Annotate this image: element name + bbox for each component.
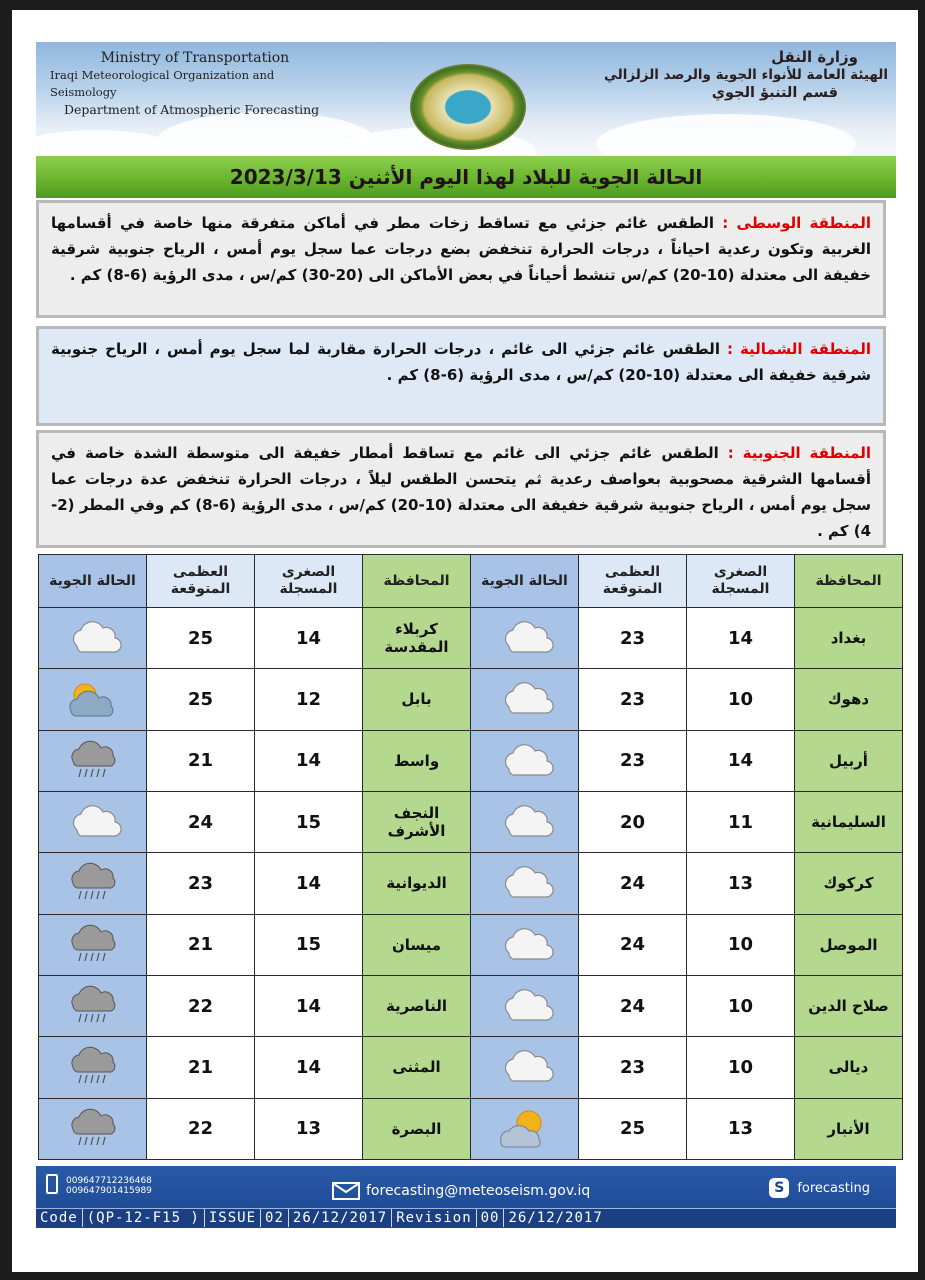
rain-cloud-icon (39, 861, 146, 905)
header-condition: الحالة الجوية (471, 555, 579, 608)
province-cell: واسط (363, 730, 471, 791)
email-contact (332, 1182, 590, 1200)
region-label: المنطقة الجنوبية : (727, 444, 871, 462)
revision-date: 26/12/2017 (508, 1210, 603, 1226)
organization-name-ar: الهيئة العامة للأنواء الجوية والرصد الزلزالي (603, 67, 888, 83)
province-cell: كربلاء المقدسة (363, 608, 471, 669)
province-cell: كركوك (795, 853, 903, 914)
min-temp-cell: 13 (687, 1098, 795, 1159)
max-temp-cell: 24 (147, 791, 255, 852)
header-province: المحافظة (363, 555, 471, 608)
phone-numbers (66, 1176, 152, 1196)
condition-cell (471, 1098, 579, 1159)
partly-cloudy-icon (471, 984, 578, 1028)
min-temp-cell: 13 (687, 853, 795, 914)
table-row (39, 1098, 903, 1159)
region-text: الطقس غائم جزئي مع تساقط زخات مطر في أماكن متفرقة منها خاصة في أقسامها الغربية وتكون رعدية احياناً ، درجات الحرارة تنخفض بضع درجات عما سجل يوم أمس ، الرياح جنوبية شرقية خفيفة الى معتدلة (10-20) كم/س تنشط أحياناً في بعض الأماكن الى (20-30) كم/س ، مدى الرؤية (6-8) كم . (51, 214, 871, 284)
ministry-name-ar: وزارة النقل (771, 48, 858, 66)
table-row (39, 730, 903, 791)
condition-cell (471, 975, 579, 1036)
page-title: الحالة الجوية للبلاد لهذا اليوم الأثنين 2023/3/13 (229, 165, 703, 189)
min-temp-cell: 14 (687, 730, 795, 791)
province-cell: دهوك (795, 669, 903, 730)
rain-cloud-icon (39, 1045, 146, 1089)
organization-name-en: Iraqi Meteorological Organization and Seismology (50, 68, 275, 99)
max-temp-cell: 25 (147, 608, 255, 669)
max-temp-cell: 23 (579, 669, 687, 730)
condition-cell (39, 1037, 147, 1098)
phone-icon (46, 1174, 58, 1194)
phone-number: 009647712236468 (66, 1176, 152, 1186)
table-row (39, 669, 903, 730)
envelope-icon (332, 1182, 360, 1200)
condition-cell (39, 975, 147, 1036)
header-min: الصغرى المسجلة (255, 555, 363, 608)
english-header (50, 50, 340, 118)
max-temp-cell: 22 (147, 975, 255, 1036)
partly-cloudy-icon (471, 677, 578, 721)
condition-cell (471, 853, 579, 914)
document-code-bar (36, 1208, 896, 1227)
min-temp-cell: 14 (255, 975, 363, 1036)
province-cell: أربيل (795, 730, 903, 791)
condition-cell (39, 1098, 147, 1159)
partly-cloudy-icon (471, 616, 578, 660)
max-temp-cell: 21 (147, 914, 255, 975)
province-cell: الموصل (795, 914, 903, 975)
max-temp-cell: 23 (579, 608, 687, 669)
department-name-en: Department of Atmospheric Forecasting (64, 102, 320, 117)
region-text: الطقس غائم جزئي الى غائم مع تساقط أمطار خفيفة الى متوسطة الشدة خاصة في أقسامها الشرقية مصحوبية بعواصف رعدية ثم يتحسن الطقس ليلاً ، درجات الحرارة تنخفض عدة درجات عما سجل يوم أمس ، الرياح جنوبية شرقية خفيفة الى معتدلة (10-20) كم/س ، مدى الرؤية (6-8) كم وفي المطر (2-4) كم . (51, 444, 871, 540)
min-temp-cell: 10 (687, 669, 795, 730)
footer (36, 1166, 896, 1228)
min-temp-cell: 15 (255, 791, 363, 852)
forecast-table (38, 554, 903, 1160)
max-temp-cell: 22 (147, 1098, 255, 1159)
organization-logo (410, 64, 526, 150)
province-cell: البصرة (363, 1098, 471, 1159)
condition-cell (471, 914, 579, 975)
cloudy-icon (39, 616, 146, 660)
skype-id[interactable]: forecasting (797, 1180, 870, 1196)
max-temp-cell: 23 (579, 730, 687, 791)
max-temp-cell: 24 (579, 853, 687, 914)
header-min: الصغرى المسجلة (687, 555, 795, 608)
province-cell: الناصرية (363, 975, 471, 1036)
partly-cloudy-icon (471, 739, 578, 783)
min-temp-cell: 14 (255, 608, 363, 669)
condition-cell (39, 669, 147, 730)
skype-contact (769, 1178, 870, 1198)
code-value: (QP-12-F15 ) (83, 1209, 205, 1227)
max-temp-cell: 25 (579, 1098, 687, 1159)
condition-cell (471, 669, 579, 730)
ministry-name-en: Ministry of Transportation (100, 50, 290, 66)
condition-cell (39, 608, 147, 669)
region-south (36, 430, 886, 548)
sunny-cloudy-icon (471, 1107, 578, 1151)
condition-cell (471, 608, 579, 669)
email-address[interactable]: forecasting@meteoseism.gov.iq (366, 1183, 591, 1199)
min-temp-cell: 14 (255, 853, 363, 914)
condition-cell (39, 791, 147, 852)
department-name-ar: قسم التنبؤ الجوي (711, 85, 838, 101)
header-condition: الحالة الجوية (39, 555, 147, 608)
min-temp-cell: 11 (687, 791, 795, 852)
region-text: الطقس غائم جزئي الى غائم ، درجات الحرارة مقاربة لما سجل يوم أمس ، الرياح جنوبية شرقية خفيفة الى معتدلة (10-20) كم/س ، مدى الرؤية (6-8) كم . (51, 340, 871, 384)
rain-cloud-icon (39, 923, 146, 967)
region-central (36, 200, 886, 318)
condition-cell (39, 730, 147, 791)
cloudy-icon (39, 800, 146, 844)
header-province: المحافظة (795, 555, 903, 608)
arabic-header (588, 48, 888, 102)
partly-cloudy-icon (471, 861, 578, 905)
partly-cloudy-icon (471, 1045, 578, 1089)
region-label: المنطقة الشمالية : (726, 340, 871, 358)
sun-cloud-icon (39, 677, 146, 721)
skype-icon: S (769, 1178, 789, 1198)
min-temp-cell: 10 (687, 975, 795, 1036)
province-cell: بغداد (795, 608, 903, 669)
min-temp-cell: 10 (687, 1037, 795, 1098)
table-row (39, 975, 903, 1036)
issue-date: 26/12/2017 (289, 1209, 392, 1227)
condition-cell (471, 1037, 579, 1098)
min-temp-cell: 12 (255, 669, 363, 730)
table-row (39, 1037, 903, 1098)
revision-label: Revision (392, 1209, 476, 1227)
title-bar (36, 156, 896, 198)
max-temp-cell: 25 (147, 669, 255, 730)
table-row (39, 853, 903, 914)
condition-cell (471, 791, 579, 852)
condition-cell (471, 730, 579, 791)
max-temp-cell: 24 (579, 975, 687, 1036)
min-temp-cell: 13 (255, 1098, 363, 1159)
min-temp-cell: 14 (687, 608, 795, 669)
province-cell: الديوانية (363, 853, 471, 914)
province-cell: الأنبار (795, 1098, 903, 1159)
max-temp-cell: 20 (579, 791, 687, 852)
province-cell: المثنى (363, 1037, 471, 1098)
region-north (36, 326, 886, 426)
header-max: العظمى المتوقعة (579, 555, 687, 608)
table-row (39, 914, 903, 975)
rain-cloud-icon (39, 739, 146, 783)
header-banner (36, 42, 896, 156)
min-temp-cell: 15 (255, 914, 363, 975)
table-row (39, 791, 903, 852)
max-temp-cell: 21 (147, 730, 255, 791)
partly-cloudy-icon (471, 923, 578, 967)
condition-cell (39, 853, 147, 914)
phone-number: 009647901415989 (66, 1186, 152, 1196)
province-cell: النجف الأشرف (363, 791, 471, 852)
min-temp-cell: 14 (255, 1037, 363, 1098)
partly-cloudy-icon (471, 800, 578, 844)
min-temp-cell: 10 (687, 914, 795, 975)
region-label: المنطقة الوسطى : (722, 214, 871, 232)
issue-label: ISSUE (205, 1209, 261, 1227)
province-cell: ميسان (363, 914, 471, 975)
issue-number: 02 (261, 1209, 289, 1227)
rain-cloud-icon (39, 1107, 146, 1151)
min-temp-cell: 14 (255, 730, 363, 791)
revision-number: 00 (477, 1209, 505, 1227)
max-temp-cell: 24 (579, 914, 687, 975)
province-cell: ديالى (795, 1037, 903, 1098)
table-row (39, 608, 903, 669)
code-label: Code (36, 1209, 83, 1227)
max-temp-cell: 21 (147, 1037, 255, 1098)
header-max: العظمى المتوقعة (147, 555, 255, 608)
condition-cell (39, 914, 147, 975)
province-cell: صلاح الدين (795, 975, 903, 1036)
max-temp-cell: 23 (147, 853, 255, 914)
max-temp-cell: 23 (579, 1037, 687, 1098)
province-cell: السليمانية (795, 791, 903, 852)
province-cell: بابل (363, 669, 471, 730)
rain-cloud-icon (39, 984, 146, 1028)
table-header-row (39, 555, 903, 608)
